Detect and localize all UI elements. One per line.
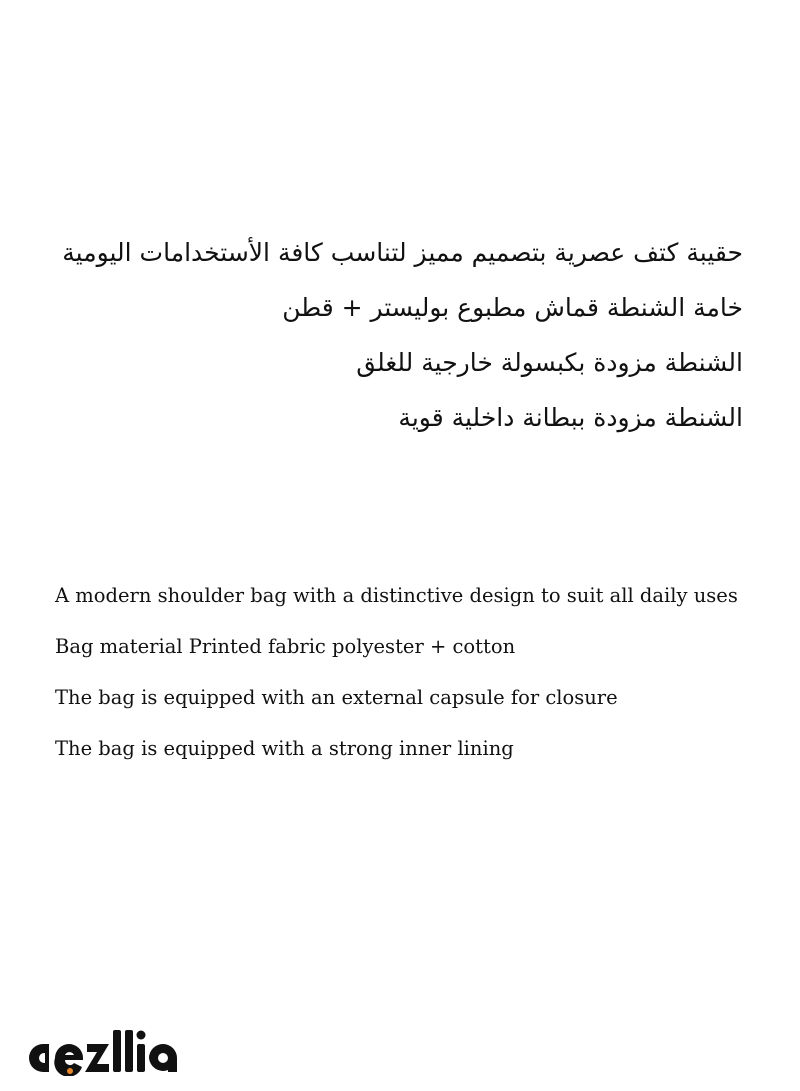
english-line-3: The bag is equipped with an external capsule for closure (55, 686, 618, 709)
english-line-4: The bag is equipped with a strong inner lining (55, 737, 514, 760)
arabic-description (43, 240, 743, 460)
english-line-1: A modern shoulder bag with a distinctive design to suit all daily uses (55, 584, 738, 607)
arabic-line-1: حقيبة كتف عصرية بتصميم مميز لتناسب كافة الأستخدامات اليومية (62, 238, 743, 267)
english-description (55, 586, 775, 790)
arabic-line-2: خامة الشنطة قماش مطبوع بوليستر + قطن (282, 293, 743, 322)
brand-logo-mark (27, 1028, 197, 1076)
arabic-line-4: الشنطة مزودة ببطانة داخلية قوية (398, 403, 743, 432)
arabic-line-3: الشنطة مزودة بكبسولة خارجية للغلق (356, 348, 743, 377)
english-line-2: Bag material Printed fabric polyester + cotton (55, 635, 516, 658)
brand-logo (27, 1028, 197, 1076)
